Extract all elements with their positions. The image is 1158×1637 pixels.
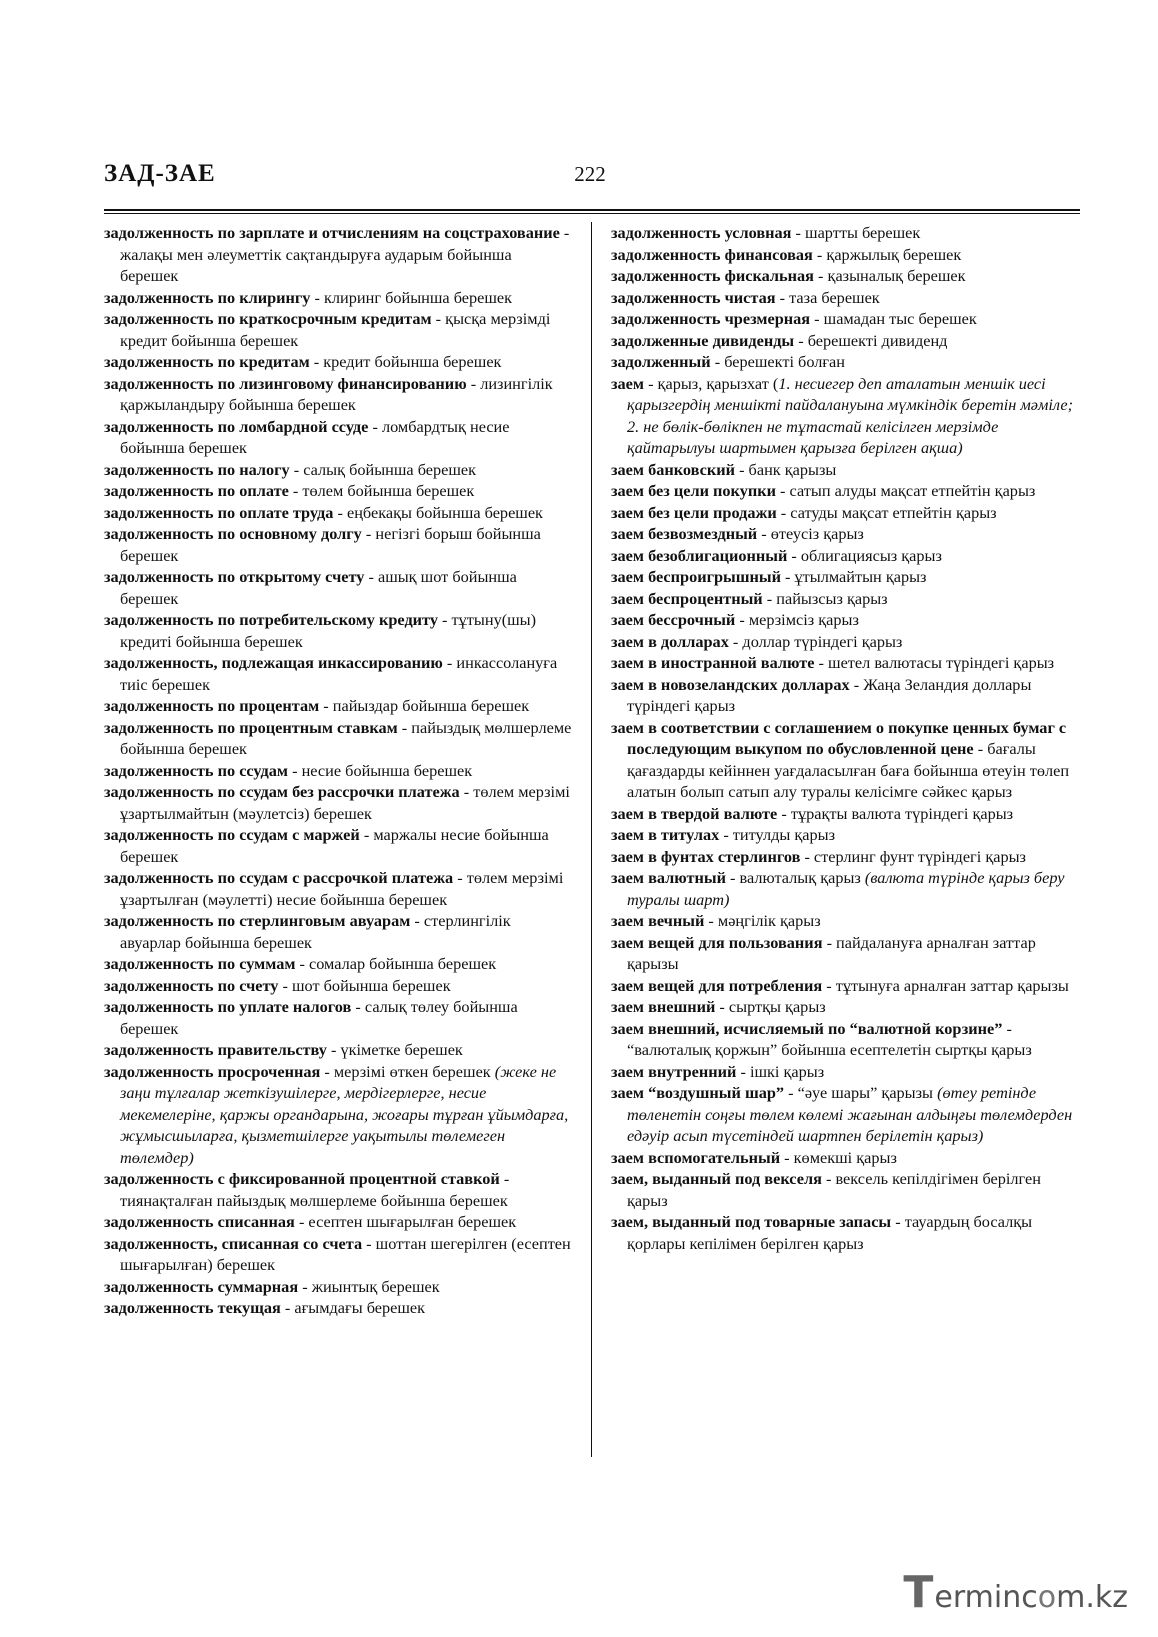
entry-term: задолженные дивиденды — [611, 330, 795, 350]
entry-definition: - Жаңа Зеландия доллары түріндегі қарыз — [627, 674, 1032, 715]
entry-term: задолженность суммарная — [104, 1276, 299, 1296]
dictionary-entry — [611, 674, 1083, 717]
entry-term: заем беспроигрышный — [611, 567, 781, 586]
dictionary-entry — [104, 502, 574, 524]
dictionary-entry — [611, 867, 1083, 910]
entry-definition: - шартты берешек — [791, 223, 921, 242]
dictionary-entry — [611, 932, 1083, 975]
entry-term: задолженность по процентным ставкам — [104, 717, 398, 737]
dictionary-entry — [611, 910, 1083, 932]
entry-term: задолженность по кредитам — [104, 352, 310, 371]
entry-definition: - клиринг бойынша берешек — [310, 287, 513, 307]
dictionary-entry — [611, 287, 1083, 309]
entry-definition: - сатып алуды мақсат етпейтін қарыз — [775, 481, 1036, 500]
entry-term: задолженность, списанная со счета — [104, 1233, 363, 1253]
entry-term: задолженность по краткосрочным кредитам — [104, 309, 432, 328]
entry-term: заем вещей для потребления — [611, 975, 823, 995]
entry-definition: - өтеусіз қарыз — [757, 524, 864, 543]
dictionary-entry — [104, 1211, 574, 1233]
entry-definition: - пайдалануға арналған заттар қарызы — [627, 932, 1036, 973]
dictionary-entry — [104, 459, 574, 481]
entry-definition: - валюталық қарыз — [725, 868, 865, 887]
dictionary-entry — [611, 609, 1083, 631]
entry-definition: - доллар түріндегі қарыз — [728, 631, 903, 651]
dictionary-entry — [104, 975, 574, 997]
entry-definition: - таза берешек — [775, 287, 880, 307]
entry-term: заем “воздушный шар” — [611, 1083, 785, 1102]
entry-definition: - тұтынуға арналған заттар қарызы — [822, 975, 1069, 995]
dictionary-entry — [611, 846, 1083, 868]
watermark-letter: T — [903, 1567, 934, 1618]
entry-term: задолженность списанная — [104, 1212, 295, 1231]
dictionary-entry — [104, 824, 574, 867]
entry-definition: - сомалар бойынша берешек — [295, 954, 497, 973]
dictionary-entry — [104, 1297, 574, 1319]
entry-definition: - сыртқы қарыз — [715, 997, 826, 1016]
entry-term: заем, выданный под векселя — [611, 1169, 822, 1188]
entry-definition: - ломбардтық несие бойынша берешек — [120, 416, 510, 457]
entry-term: заем беспроцентный — [611, 588, 763, 608]
entry-term: заем бессрочный — [611, 610, 736, 629]
entry-definition: - қысқа мерзімді кредит бойынша берешек — [120, 309, 551, 350]
entry-term: задолженный — [611, 352, 711, 371]
entry-term: задолженность чистая — [611, 287, 776, 307]
dictionary-entry — [104, 652, 574, 695]
entry-term: задолженность по потребительскому кредиту — [104, 610, 438, 629]
entry-definition: - көмекші қарыз — [780, 1147, 897, 1167]
entry-definition: - стерлинг фунт түріндегі қарыз — [800, 846, 1026, 866]
site-watermark-logo — [903, 1567, 1128, 1618]
entry-definition: - пайызсыз қарыз — [762, 588, 888, 608]
entry-definition: - тауардың босалқы қорлары кепілімен берілген қарыз — [627, 1212, 1033, 1253]
entry-term: заем безвозмездный — [611, 524, 758, 543]
entry-definition: - титулды қарыз — [719, 825, 836, 844]
entry-term: задолженность правительству — [104, 1040, 327, 1059]
entry-definition: - вексель кепілдігімен берілген қарыз — [627, 1169, 1041, 1210]
entry-definition: - қазыналық берешек — [813, 266, 966, 285]
dictionary-entry — [104, 308, 574, 351]
entry-term: задолженность по налогу — [104, 459, 290, 479]
dictionary-entry — [104, 717, 574, 760]
entry-definition: - салық төлеу бойынша берешек — [120, 997, 518, 1038]
entry-definition: - ағымдағы берешек — [280, 1298, 426, 1317]
entry-definition: - ішкі қарыз — [736, 1061, 825, 1081]
page-number: 222 — [574, 162, 606, 186]
dictionary-entry — [611, 1168, 1083, 1211]
entry-definition: - үкіметке берешек — [326, 1040, 463, 1059]
dictionary-entry — [104, 609, 574, 652]
entry-definition: - пайыздар бойынша берешек — [319, 696, 530, 715]
entry-term: заем валютный — [611, 868, 726, 887]
entry-term: заем вещей для пользования — [611, 932, 823, 952]
dictionary-entry — [104, 1039, 574, 1061]
entry-term: задолженность, подлежащая инкассированию — [104, 653, 443, 672]
entry-definition: - тұрақты валюта түріндегі қарыз — [777, 803, 1014, 823]
dictionary-entry — [611, 1147, 1083, 1169]
dictionary-entry — [611, 265, 1083, 287]
entry-definition: - берешекті дивиденд — [794, 330, 948, 350]
dictionary-entry — [104, 760, 574, 782]
entry-definition: - “валюталық қоржын” бойынша есептелетін сыртқы қарыз — [627, 1018, 1032, 1059]
entry-note: 1. несиегер деп аталатын меншік иесі қарызгердің меншікті пайдалануына мүмкіндік беретін мәміле; 2. не бөлік-бөлікпен не тұтастай келісілген мерзімде қайтарылуы шартымен қарызға берілген ақша) — [627, 373, 1074, 457]
entry-term: заем безоблигационный — [611, 545, 788, 565]
entry-term: задолженность с фиксированной процентной ставкой — [104, 1169, 500, 1188]
entry-term: задолженность по уплате налогов — [104, 997, 352, 1016]
entry-definition: - тұтыну(шы) кредиті бойынша берешек — [120, 610, 537, 651]
dictionary-entry — [611, 502, 1083, 524]
column-divider — [591, 222, 592, 1457]
entry-definition: - жалақы мен әлеуметтік сақтандыруға аударым бойынша берешек — [120, 223, 570, 285]
entry-definition: - пайыздық мөлшерлеме бойынша берешек — [120, 717, 572, 758]
dictionary-entry — [611, 803, 1083, 825]
entry-term: задолженность по счету — [104, 975, 279, 995]
dictionary-entry — [104, 1233, 574, 1276]
entry-definition: - жиынтық берешек — [298, 1276, 440, 1296]
entry-term: заем в твердой валюте — [611, 803, 778, 823]
dictionary-entry — [611, 588, 1083, 610]
entry-term: задолженность по зарплате и отчислениям на соцстрахование — [104, 223, 560, 242]
entry-term: задолженность финансовая — [611, 244, 813, 264]
dictionary-entry — [611, 1082, 1083, 1147]
entry-term: задолженность по открытому счету — [104, 567, 365, 586]
dictionary-entry — [104, 566, 574, 609]
entry-term: заем банковский — [611, 459, 735, 479]
dictionary-entry — [611, 330, 1083, 352]
entry-definition: - еңбекақы бойынша берешек — [333, 502, 543, 522]
entry-term: задолженность по основному долгу — [104, 524, 362, 543]
dictionary-entry — [611, 545, 1083, 567]
entry-term: задолженность по ссудам без рассрочки платежа — [104, 782, 460, 801]
dictionary-entry — [104, 867, 574, 910]
entry-term: заем в новозеландских долларах — [611, 674, 850, 694]
dictionary-entry — [104, 1061, 574, 1169]
entry-definition: - шетел валютасы түріндегі қарыз — [814, 653, 1055, 672]
right-column — [611, 222, 1083, 1254]
entry-definition: - бағалы қағаздарды кейіннен уағдаласылған баға бойынша өтеуін төлеп алатын болып сатып алу туралы келісімге сәйкес қарыз — [627, 739, 1070, 801]
dictionary-entry — [104, 996, 574, 1039]
entry-term: заем в иностранной валюте — [611, 653, 815, 672]
entry-term: задолженность по ссудам с маржей — [104, 825, 360, 844]
dictionary-entry — [611, 996, 1083, 1018]
entry-term: заем вспомогательный — [611, 1147, 781, 1167]
dictionary-entry — [104, 695, 574, 717]
entry-term: задолженность по ссудам — [104, 760, 289, 780]
entry-term: заем внешний — [611, 997, 716, 1016]
header-rule-thin — [104, 213, 1080, 214]
entry-definition: - ұтылмайтын қарыз — [780, 567, 927, 586]
entry-term: задолженность по клирингу — [104, 287, 311, 307]
entry-definition: - салық бойынша берешек — [289, 459, 477, 479]
entry-definition: - кредит бойынша берешек — [309, 352, 502, 371]
entry-term: задолженность текущая — [104, 1298, 281, 1317]
entry-term: задолженность по оплате — [104, 481, 289, 500]
entry-term: заем, выданный под товарные запасы — [611, 1212, 892, 1231]
entry-definition: - мерзімсіз қарыз — [735, 610, 859, 629]
left-column — [104, 222, 574, 1319]
entry-definition: - шот бойынша берешек — [278, 975, 451, 995]
entry-definition: - шамадан тыс берешек — [810, 309, 977, 328]
entry-term: задолженность по суммам — [104, 954, 296, 973]
dictionary-entry — [104, 953, 574, 975]
entry-definition: - мерзімі өткен берешек — [320, 1061, 495, 1081]
dictionary-entry — [611, 1061, 1083, 1083]
entry-definition: - есептен шығарылған берешек — [294, 1212, 517, 1231]
entry-term: заем внутренний — [611, 1061, 737, 1081]
entry-term: заем без цели покупки — [611, 481, 776, 500]
entry-term: заем — [611, 373, 644, 393]
header-rule-thick — [104, 209, 1080, 211]
entry-term: задолженность по ломбардной ссуде — [104, 416, 369, 436]
entry-note: (жеке не заңи тұлғалар жеткізушілерге, мердігерлерге, несие мекемелеріне, қаржы органдарына, жоғары тұрған ұйымдарға, жұмысшыларға, қызметшілерге уақытылы төлемеген төлемдер) — [120, 1061, 569, 1167]
entry-definition: - төлем мерзімі ұзартылған (мәулетті) несие бойынша берешек — [120, 868, 564, 909]
entry-term: задолженность по лизинговому финансированию — [104, 373, 467, 393]
dictionary-entry — [104, 416, 574, 459]
entry-definition: - төлем мерзімі ұзартылмайтын (мәулетсіз) берешек — [120, 782, 570, 823]
entry-definition: - сатуды мақсат етпейтін қарыз — [776, 502, 997, 522]
dictionary-entry — [104, 910, 574, 953]
dictionary-entry — [611, 351, 1083, 373]
entry-definition: - несие бойынша берешек — [288, 760, 473, 780]
entry-term: задолженность чрезмерная — [611, 309, 811, 328]
dictionary-entry — [104, 1168, 574, 1211]
entry-definition: - негізгі борыш бойынша берешек — [120, 524, 541, 565]
dictionary-entry — [611, 459, 1083, 481]
entry-term: заем в титулах — [611, 825, 720, 844]
dictionary-entry — [611, 631, 1083, 653]
dictionary-entry — [104, 373, 574, 416]
entry-term: задолженность по оплате труда — [104, 502, 334, 522]
entry-term: задолженность по стерлинговым авуарам — [104, 911, 411, 930]
entry-definition: - ашық шот бойынша берешек — [120, 567, 517, 608]
dictionary-entry — [611, 523, 1083, 545]
dictionary-entry — [104, 523, 574, 566]
dictionary-entry — [104, 480, 574, 502]
entry-term: задолженность по ссудам с рассрочкой платежа — [104, 868, 454, 887]
entry-definition: - қарыз, қарызхат ( — [644, 373, 779, 393]
entry-definition: - лизингілік қаржыландыру бойынша берешек — [120, 373, 553, 414]
dictionary-entry — [104, 781, 574, 824]
dictionary-entry — [611, 975, 1083, 997]
dictionary-entry — [104, 351, 574, 373]
dictionary-entry — [611, 566, 1083, 588]
entry-definition: - берешекті болған — [710, 352, 846, 371]
dictionary-entry — [611, 373, 1083, 459]
entry-term: заем без цели продажи — [611, 502, 777, 522]
dictionary-entry — [611, 1211, 1083, 1254]
entry-definition: - қаржылық берешек — [812, 244, 962, 264]
dictionary-entry — [611, 244, 1083, 266]
entry-term: задолженность фискальная — [611, 266, 814, 285]
entry-note: (валюта түрінде қарыз беру туралы шарт) — [627, 868, 1065, 909]
entry-term: заем вечный — [611, 911, 705, 930]
entry-definition: - мәңгілік қарыз — [704, 911, 821, 930]
entry-term: задолженность просроченная — [104, 1061, 321, 1081]
entry-definition: - тиянақталған пайыздық мөлшерлеме бойынша берешек — [120, 1169, 510, 1210]
entry-term: заем в фунтах стерлингов — [611, 846, 801, 866]
dictionary-entry — [104, 1276, 574, 1298]
entry-term: заем внешний, исчисляемый по “валютной корзине” — [611, 1018, 1003, 1038]
entry-term: заем в долларах — [611, 631, 729, 651]
dictionary-entry — [611, 222, 1083, 244]
dictionary-entry — [611, 1018, 1083, 1061]
watermark-text-part2: m.kz — [1056, 1580, 1128, 1615]
watermark-o: о — [1037, 1580, 1057, 1615]
entry-term: заем в соответствии с соглашением о покупке ценных бумаг с последующим выкупом по обусловленной цене — [611, 717, 1067, 758]
dictionary-entry — [611, 480, 1083, 502]
dictionary-entry — [611, 652, 1083, 674]
entry-note: (өтеу ретінде төленетін соңғы төлем көлемі жағынан алдыңғы төлемдерден едәуір асып түсетіндей шартпен берілетін қарыз) — [627, 1083, 1073, 1145]
dictionary-entry — [104, 287, 574, 309]
entry-term: задолженность по процентам — [104, 696, 320, 715]
entry-definition: - төлем бойынша берешек — [288, 481, 475, 500]
entry-definition: - шоттан шегерілген (есептен шығарылған) берешек — [120, 1233, 571, 1274]
dictionary-entry — [104, 222, 574, 287]
entry-definition: - банк қарызы — [735, 459, 837, 479]
entry-definition: - “әуе шары” қарызы — [784, 1083, 938, 1102]
entry-definition: - инкассолануға тиіс берешек — [120, 653, 558, 694]
dictionary-entry — [611, 717, 1083, 803]
dictionary-entry — [611, 824, 1083, 846]
entry-definition: - стерлингілік авуарлар бойынша берешек — [120, 911, 511, 952]
watermark-text-part1: erminc — [934, 1580, 1038, 1615]
page-title: ЗАД-ЗАЕ — [104, 160, 216, 187]
entry-term: задолженность условная — [611, 223, 792, 242]
entry-definition: - облигациясыз қарыз — [787, 545, 942, 565]
dictionary-entry — [611, 308, 1083, 330]
entry-definition: - маржалы несие бойынша берешек — [120, 825, 549, 866]
